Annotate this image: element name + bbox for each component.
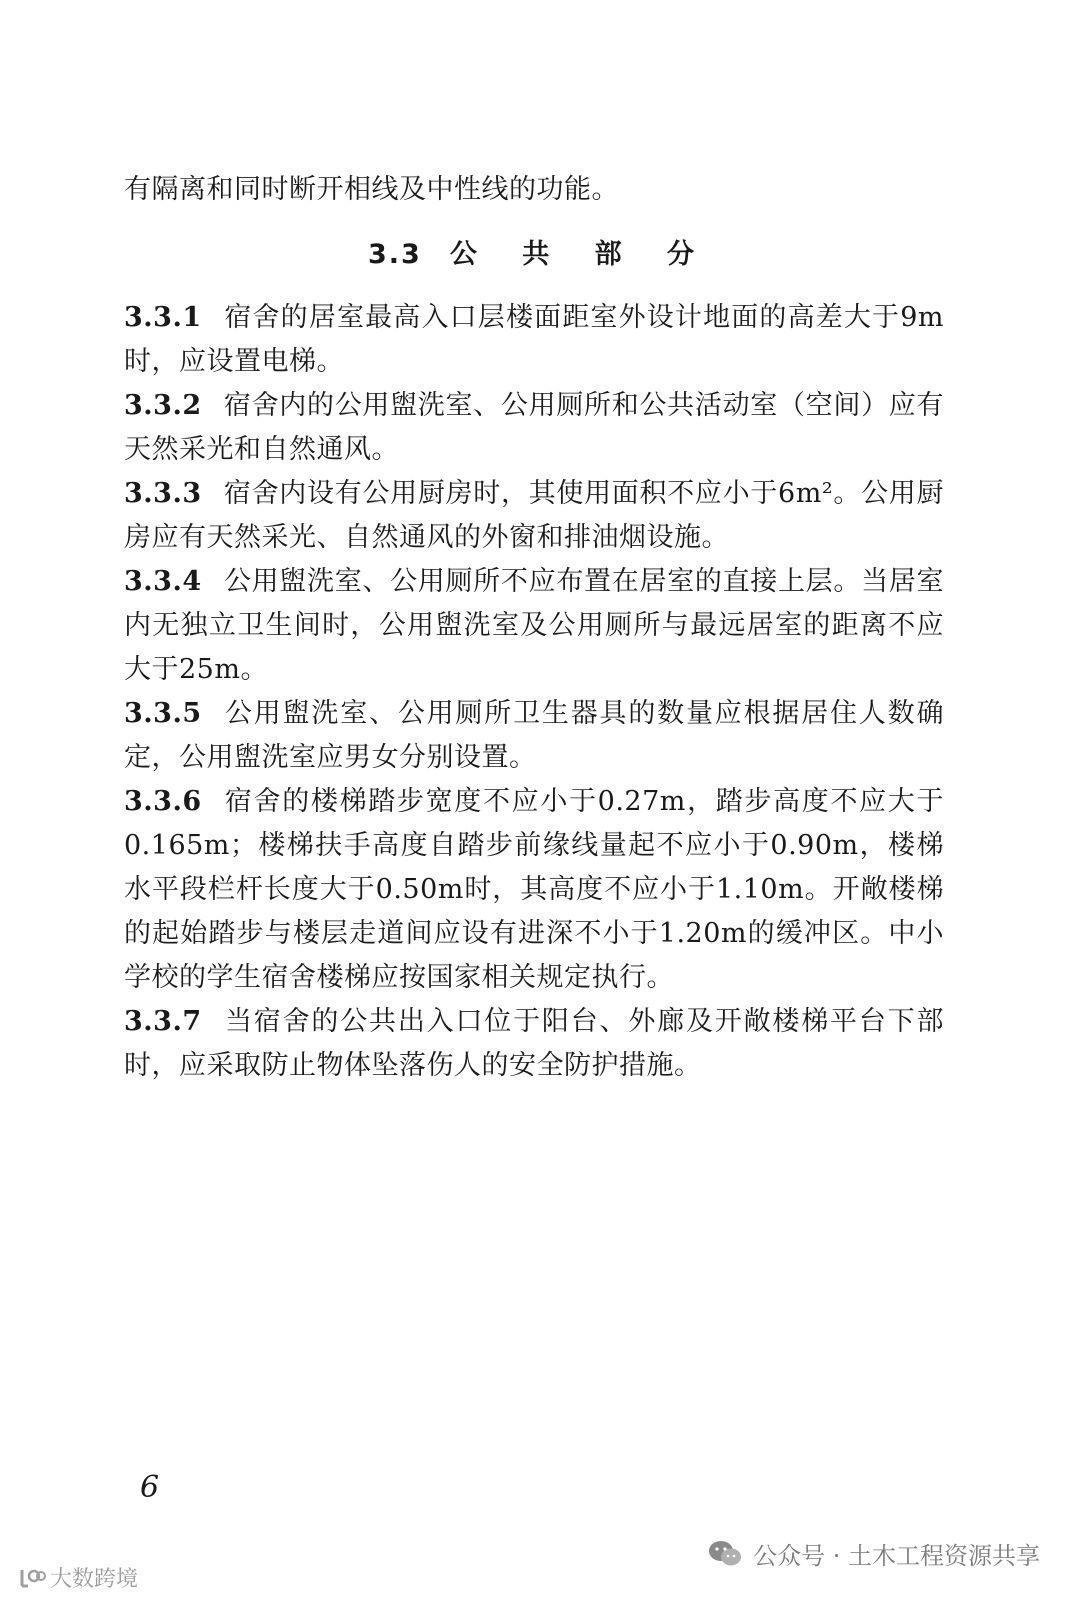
clause-3-3-1: [124, 296, 944, 384]
clause-number: 3.3.6: [124, 786, 202, 817]
clause-text: 公用盥洗室、公用厕所卫生器具的数量应根据居住人数确定，公用盥洗室应男女分别设置。: [124, 698, 944, 773]
watermark-text: 公众号 · 土木工程资源共享: [753, 1542, 1040, 1570]
clause-3-3-4: [124, 560, 944, 692]
section-number: 3.3: [367, 239, 422, 270]
clause-text: 公用盥洗室、公用厕所不应布置在居室的直接上层。当居室内无独立卫生间时，公用盥洗室及公用厕所与最远居室的距离不应大于25m。: [124, 566, 944, 685]
brand-logo-icon: [18, 1566, 46, 1590]
clause-number: 3.3.1: [124, 302, 202, 333]
clause-number: 3.3.2: [124, 390, 202, 421]
section-heading: [0, 232, 1080, 271]
clause-text: 宿舍的楼梯踏步宽度不应小于0.27m，踏步高度不应大于0.165m；楼梯扶手高度自踏步前缘线量起不应小于0.90m，楼梯水平段栏杆长度大于0.50m时，其高度不应小于1.10m。开敞楼梯的起始踏步与楼层走道间应设有进深不小于1.20m的缓冲区。中小学校的学生宿舍楼梯应按国家相关规定执行。: [124, 786, 944, 993]
clause-list: [124, 296, 944, 1088]
clause-text: 宿舍内设有公用厨房时，其使用面积不应小于6m²。公用厨房应有天然采光、自然通风的外窗和排油烟设施。: [124, 478, 944, 553]
clause-text: 当宿舍的公共出入口位于阳台、外廊及开敞楼梯平台下部时，应采取防止物体坠落伤人的安全防护措施。: [124, 1006, 944, 1081]
clause-3-3-6: [124, 780, 944, 1000]
page-number: 6: [140, 1470, 160, 1505]
clause-number: 3.3.7: [124, 1006, 202, 1037]
wechat-icon: [707, 1539, 743, 1569]
clause-3-3-2: [124, 384, 944, 472]
clause-number: 3.3.4: [124, 566, 202, 597]
watermark-left-text: 大数跨境: [50, 1567, 139, 1592]
clause-3-3-7: [124, 1000, 944, 1088]
clause-number: 3.3.3: [124, 478, 202, 509]
clause-number: 3.3.5: [124, 698, 202, 729]
clause-3-3-3: [124, 472, 944, 560]
clause-text: 宿舍内的公用盥洗室、公用厕所和公共活动室（空间）应有天然采光和自然通风。: [124, 390, 944, 465]
watermark-brand: [18, 1562, 138, 1593]
watermark-wechat: [707, 1536, 1040, 1571]
section-title: 公 共 部 分: [449, 239, 713, 270]
lead-paragraph: 有隔离和同时断开相线及中性线的功能。: [124, 174, 619, 205]
clause-3-3-5: [124, 692, 944, 780]
clause-text: 宿舍的居室最高入口层楼面距室外设计地面的高差大于9m时，应设置电梯。: [124, 302, 944, 377]
